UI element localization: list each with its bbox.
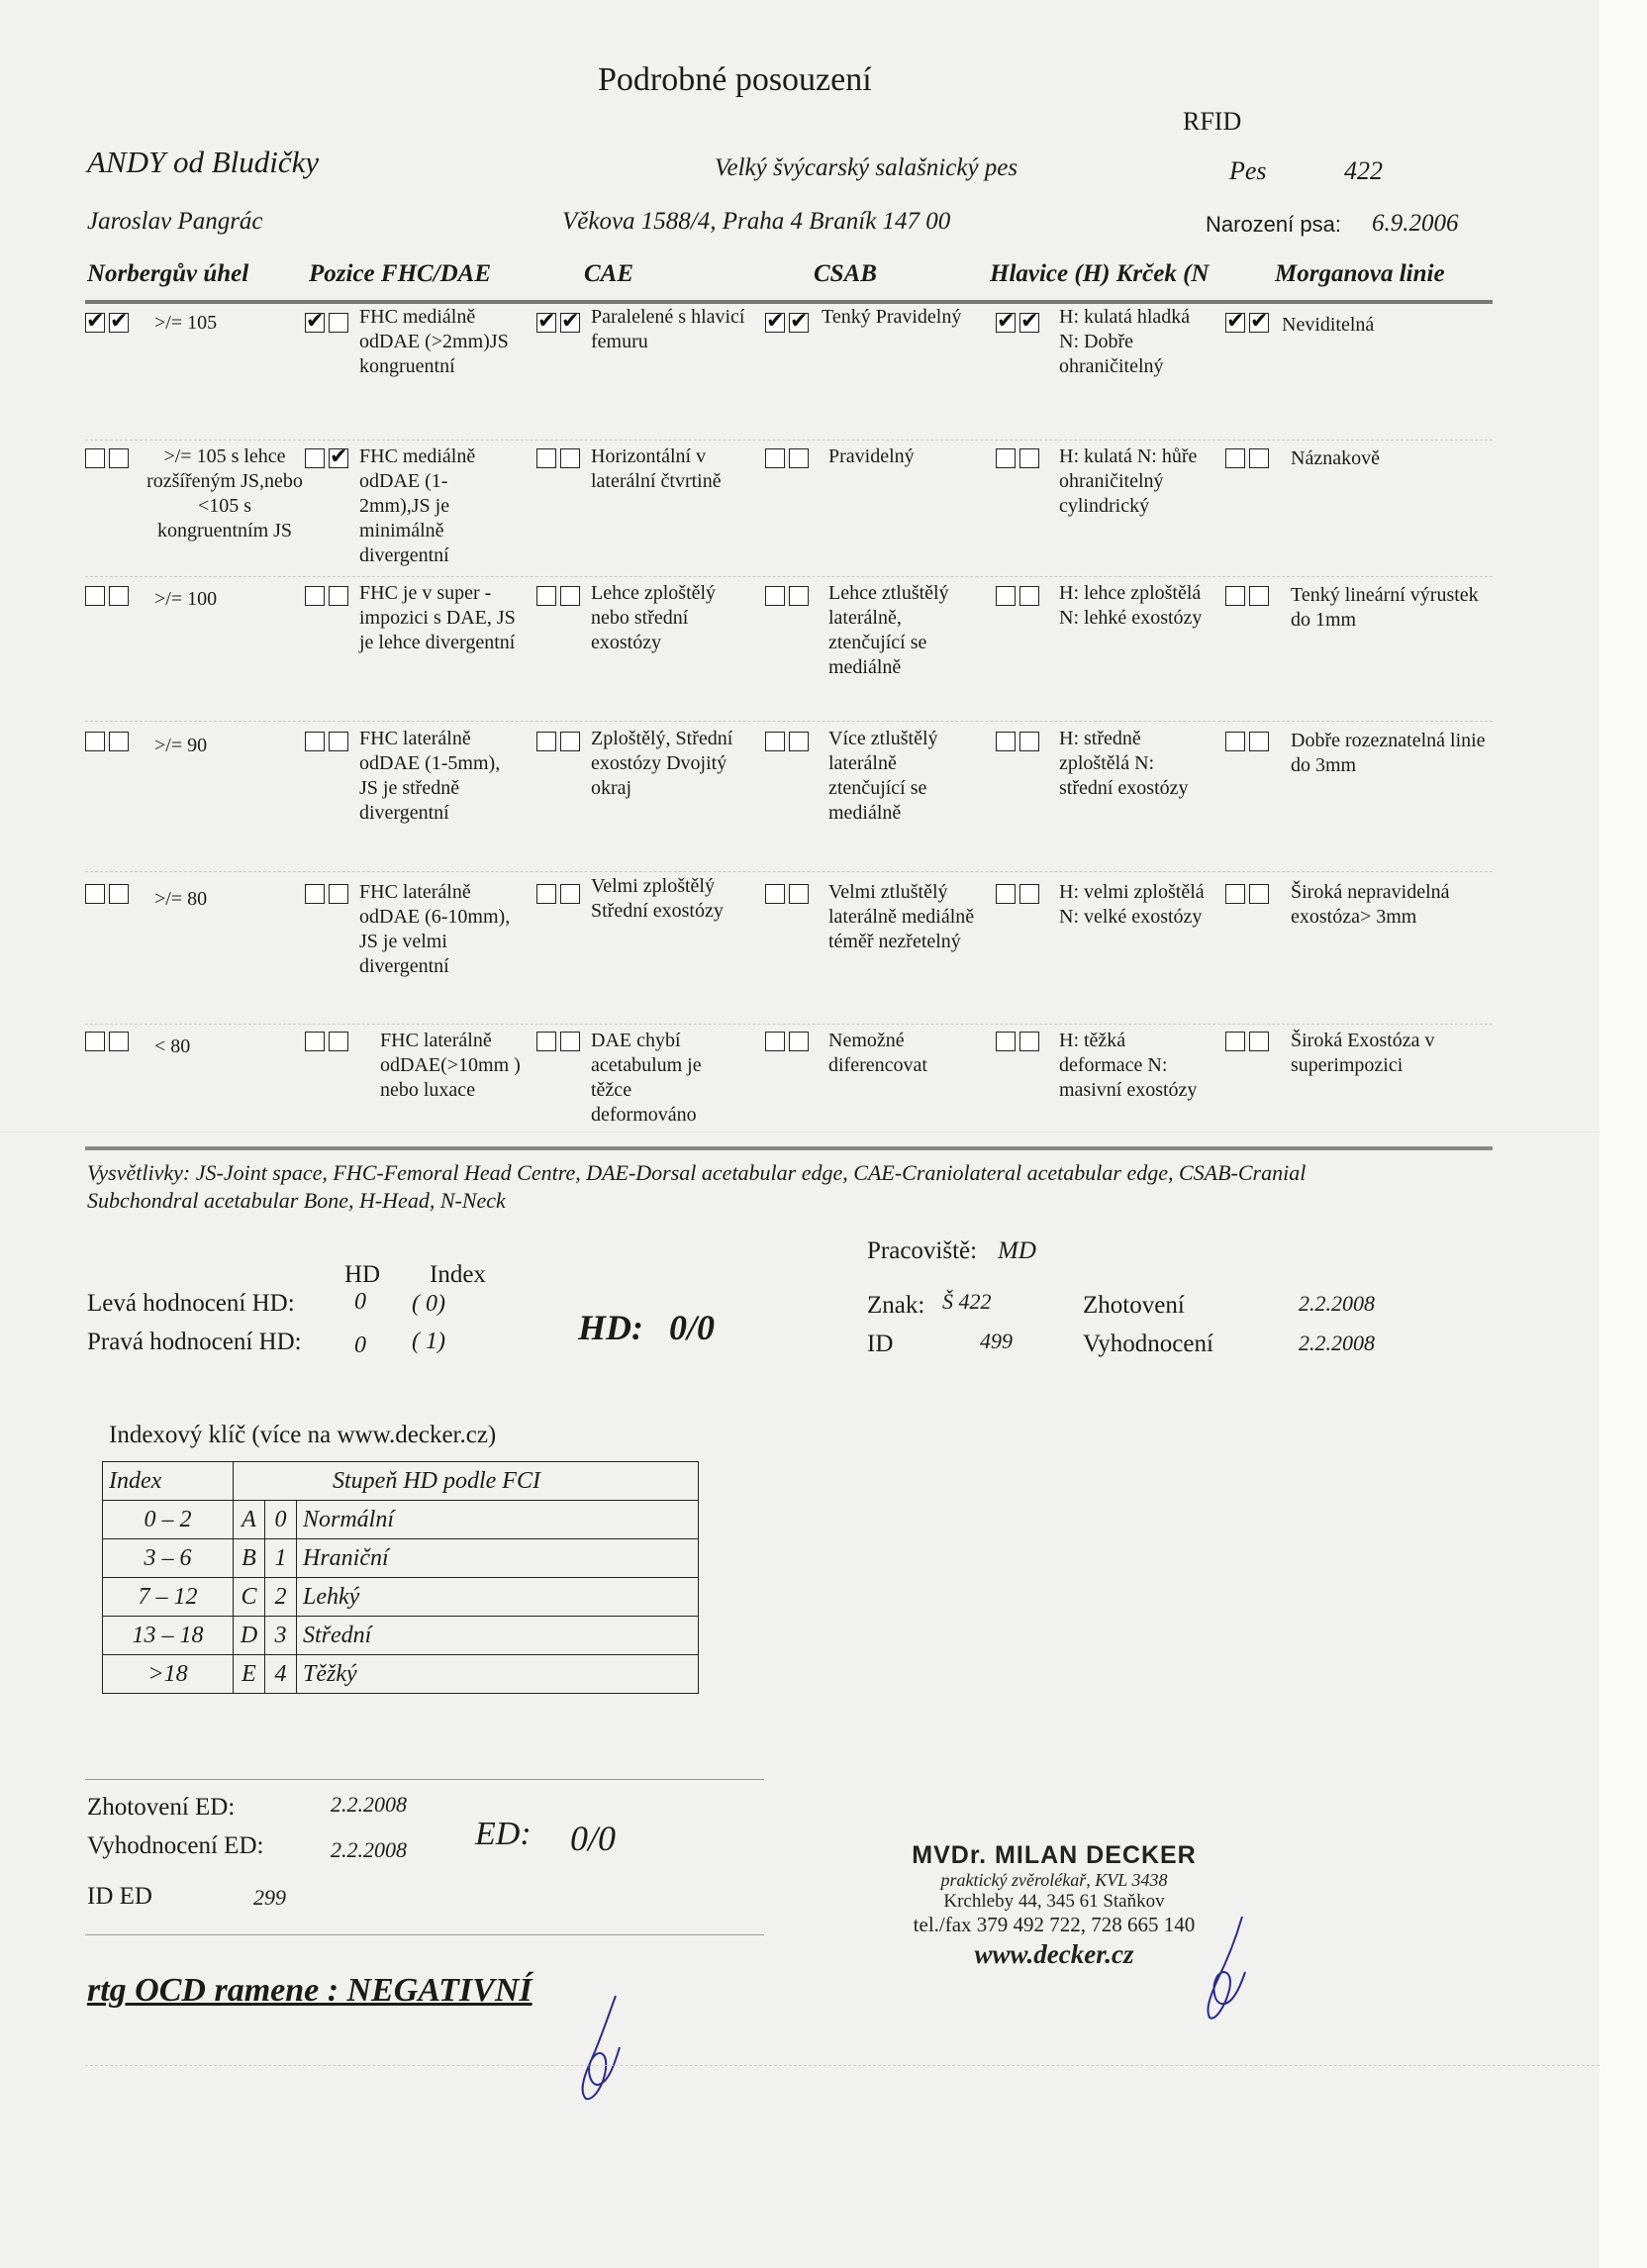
checkbox-right[interactable] bbox=[789, 884, 809, 904]
checkbox-right[interactable] bbox=[560, 586, 580, 606]
index-range: 3 – 6 bbox=[103, 1539, 234, 1578]
checkbox-right[interactable] bbox=[1249, 448, 1269, 468]
row-separator bbox=[85, 721, 1493, 722]
checkbox-right[interactable] bbox=[329, 732, 348, 751]
checkbox-left[interactable] bbox=[765, 586, 785, 606]
checkbox-pair bbox=[996, 732, 1039, 751]
eval-date: 2.2.2008 bbox=[1299, 1331, 1375, 1355]
checkbox-pair bbox=[996, 313, 1039, 333]
index-col-header: Index bbox=[430, 1261, 486, 1288]
ed-made-date: 2.2.2008 bbox=[331, 1792, 407, 1817]
checkbox-right[interactable] bbox=[1019, 884, 1039, 904]
ed-bottom-rule bbox=[85, 1934, 764, 1935]
head-neck-cell: H: kulatá N: hůře ohraničitelný cylindrický bbox=[1059, 445, 1198, 517]
workplace-value: MD bbox=[998, 1237, 1036, 1264]
checkbox-left[interactable] bbox=[765, 313, 785, 333]
head-neck-cell: H: kulatá hladká N: Dobře ohraničitelný bbox=[1059, 306, 1191, 377]
index-key-row bbox=[103, 1655, 699, 1694]
csab-cell: Více ztluštělý laterálně ztenčující se mediálně bbox=[828, 728, 938, 824]
ed-result-label: ED: bbox=[475, 1816, 532, 1852]
signature-stamp bbox=[1188, 1911, 1277, 2029]
index-letter: A bbox=[234, 1501, 265, 1539]
checkbox-left[interactable] bbox=[85, 313, 105, 333]
index-letter: B bbox=[234, 1539, 265, 1578]
index-letter: C bbox=[234, 1578, 265, 1617]
index-key-row bbox=[103, 1501, 699, 1539]
fhc-cell: FHC laterálně odDAE (1-5mm), JS je středně divergentní bbox=[359, 728, 501, 824]
index-key-row bbox=[103, 1578, 699, 1617]
checkbox-pair bbox=[85, 1032, 129, 1051]
right-index-value: ( 1) bbox=[412, 1329, 445, 1354]
checkbox-left[interactable] bbox=[305, 732, 325, 751]
checkbox-left[interactable] bbox=[536, 586, 556, 606]
eval-label: Vyhodnocení bbox=[1083, 1331, 1213, 1357]
dog-name: ANDY od Bludičky bbox=[87, 145, 320, 179]
col-header-csab: CSAB bbox=[814, 260, 877, 287]
stamp-line-1: praktický zvěrolékař, KVL 3438 bbox=[940, 1870, 1168, 1890]
checkbox-left[interactable] bbox=[996, 586, 1016, 606]
checkbox-pair bbox=[85, 448, 129, 468]
csab-cell: Velmi ztluštělý laterálně mediálně téměř nezřetelný bbox=[828, 881, 975, 952]
owner: Jaroslav Pangrác bbox=[87, 208, 263, 235]
checkbox-right[interactable] bbox=[109, 586, 129, 606]
checkbox-left[interactable] bbox=[996, 448, 1016, 468]
stamp-name: MVDr. MILAN DECKER bbox=[912, 1841, 1197, 1869]
csab-cell: Nemožné diferencovat bbox=[828, 1030, 927, 1076]
morgan-cell: Neviditelná bbox=[1282, 314, 1375, 336]
index-range: >18 bbox=[103, 1655, 234, 1694]
index-name: Lehký bbox=[297, 1578, 699, 1617]
head-neck-cell: H: těžká deformace N: masivní exostózy bbox=[1059, 1030, 1198, 1101]
checkbox-right[interactable] bbox=[1019, 732, 1039, 751]
ed-id-value: 299 bbox=[253, 1885, 286, 1910]
checkbox-left[interactable] bbox=[305, 313, 325, 333]
index-key-row bbox=[103, 1539, 699, 1578]
checkbox-pair bbox=[85, 313, 129, 333]
checkbox-left[interactable] bbox=[305, 448, 325, 468]
checkbox-left[interactable] bbox=[1225, 1032, 1245, 1051]
checkbox-right[interactable] bbox=[109, 313, 129, 333]
ed-eval-date: 2.2.2008 bbox=[331, 1837, 407, 1862]
checkbox-left[interactable] bbox=[1225, 884, 1245, 904]
right-hd-label: Pravá hodnocení HD: bbox=[87, 1329, 302, 1355]
csab-cell: Pravidelný bbox=[828, 445, 915, 467]
legend-line-1: Vysvětlivky: JS-Joint space, FHC-Femoral Head Centre, DAE-Dorsal acetabular edge, CAE-Craniolateral acetabular edge, CSAB-Cranial bbox=[87, 1160, 1307, 1185]
row-separator bbox=[85, 576, 1493, 577]
checkbox-left[interactable] bbox=[536, 448, 556, 468]
workplace-label: Pracoviště: bbox=[867, 1237, 978, 1264]
checkbox-pair bbox=[1225, 448, 1269, 468]
cae-cell: DAE chybí acetabulum je těžce deformováno bbox=[591, 1030, 702, 1126]
norberg-cell: >/= 90 bbox=[154, 735, 208, 756]
rfid-label: RFID bbox=[1183, 107, 1242, 136]
checkbox-right[interactable] bbox=[1249, 1032, 1269, 1051]
checkbox-right[interactable] bbox=[1019, 313, 1039, 333]
fhc-cell: FHC laterálně odDAE (6-10mm), JS je velmi divergentní bbox=[359, 881, 511, 977]
index-key-caption: Indexový klíč (více na www.decker.cz) bbox=[109, 1422, 497, 1448]
cae-cell: Paralelené s hlavicí femuru bbox=[591, 306, 745, 352]
fhc-cell: FHC mediálně odDAE (>2mm)JS kongruentní bbox=[359, 306, 509, 377]
checkbox-right[interactable] bbox=[789, 1032, 809, 1051]
fhc-cell: FHC laterálně odDAE(>10mm ) nebo luxace bbox=[380, 1030, 521, 1101]
checkbox-pair bbox=[765, 586, 809, 606]
index-key-head-grade: Stupeň HD podle FCI bbox=[234, 1462, 699, 1501]
morgan-cell: Široká nepravidelná exostóza> 3mm bbox=[1291, 881, 1450, 928]
checkbox-left[interactable] bbox=[85, 732, 105, 751]
morgan-cell: Tenký lineární výrustek do 1mm bbox=[1291, 584, 1479, 631]
hd-result-label: HD: bbox=[578, 1308, 643, 1347]
checkbox-right[interactable] bbox=[109, 732, 129, 751]
checkbox-pair bbox=[305, 1032, 348, 1051]
norberg-cell: >/= 105 s lehce rozšířeným JS,nebo <105 s kongruentním JS bbox=[146, 445, 303, 542]
csab-cell: Tenký Pravidelný bbox=[822, 306, 962, 328]
left-hd-value: 0 bbox=[354, 1289, 366, 1315]
checkbox-right[interactable] bbox=[329, 586, 348, 606]
head-neck-cell: H: lehce zploštělá N: lehké exostózy bbox=[1059, 582, 1203, 629]
checkbox-left[interactable] bbox=[996, 884, 1016, 904]
address: Věkova 1588/4, Praha 4 Braník 147 00 bbox=[562, 208, 951, 235]
checkbox-right[interactable] bbox=[560, 1032, 580, 1051]
checkbox-pair bbox=[1225, 1032, 1269, 1051]
checkbox-right[interactable] bbox=[560, 732, 580, 751]
checkbox-pair bbox=[1225, 313, 1269, 333]
norberg-cell: >/= 80 bbox=[154, 888, 208, 910]
index-range: 7 – 12 bbox=[103, 1578, 234, 1617]
checkbox-pair bbox=[536, 448, 580, 468]
checkbox-right[interactable] bbox=[1019, 448, 1039, 468]
page-title: Podrobné posouzení bbox=[598, 61, 872, 98]
checkbox-right[interactable] bbox=[109, 884, 129, 904]
birth-date: 6.9.2006 bbox=[1372, 210, 1459, 237]
index-key-head-index: Index bbox=[103, 1462, 234, 1501]
norberg-cell: >/= 100 bbox=[154, 588, 218, 610]
checkbox-right[interactable] bbox=[789, 313, 809, 333]
checkbox-right[interactable] bbox=[109, 448, 129, 468]
checkbox-left[interactable] bbox=[765, 1032, 785, 1051]
vet-stamp bbox=[871, 1841, 1237, 1970]
signature-ocd bbox=[564, 1990, 643, 2104]
row-separator bbox=[85, 871, 1493, 872]
checkbox-left[interactable] bbox=[536, 732, 556, 751]
checkbox-right[interactable] bbox=[789, 586, 809, 606]
breed: Velký švýcarský salašnický pes bbox=[715, 154, 1018, 181]
row-separator bbox=[85, 440, 1493, 441]
checkbox-pair bbox=[536, 1032, 580, 1051]
index-letter: D bbox=[234, 1617, 265, 1655]
stamp-line-2: Krchleby 44, 345 61 Staňkov bbox=[943, 1891, 1165, 1912]
checkbox-pair bbox=[765, 884, 809, 904]
checkbox-pair bbox=[765, 448, 809, 468]
made-date: 2.2.2008 bbox=[1299, 1291, 1375, 1316]
checkbox-left[interactable] bbox=[1225, 448, 1245, 468]
checkbox-pair bbox=[996, 586, 1039, 606]
fhc-cell: FHC mediálně odDAE (1-2mm),JS je minimálně divergentní bbox=[359, 445, 476, 566]
header-rule bbox=[85, 300, 1493, 304]
checkbox-pair bbox=[305, 448, 348, 468]
checkbox-right[interactable] bbox=[560, 884, 580, 904]
head-neck-cell: H: velmi zploštělá N: velké exostózy bbox=[1059, 881, 1205, 928]
morgan-cell: Náznakově bbox=[1291, 447, 1380, 469]
checkbox-left[interactable] bbox=[305, 884, 325, 904]
index-range: 0 – 2 bbox=[103, 1501, 234, 1539]
pes-number: 422 bbox=[1344, 156, 1383, 185]
index-range: 13 – 18 bbox=[103, 1617, 234, 1655]
checkbox-right[interactable] bbox=[1249, 586, 1269, 606]
checkbox-left[interactable] bbox=[1225, 732, 1245, 751]
checkbox-left[interactable] bbox=[85, 448, 105, 468]
index-name: Normální bbox=[297, 1501, 699, 1539]
checkbox-pair bbox=[536, 732, 580, 751]
checkbox-pair bbox=[305, 313, 348, 333]
paper-fold bbox=[0, 1132, 1647, 1134]
checkbox-left[interactable] bbox=[536, 884, 556, 904]
checkbox-right[interactable] bbox=[789, 732, 809, 751]
cae-cell: Horizontální v laterální čtvrtině bbox=[591, 445, 722, 492]
checkbox-pair bbox=[1225, 586, 1269, 606]
ed-result-value: 0/0 bbox=[570, 1819, 617, 1858]
checkbox-left[interactable] bbox=[765, 448, 785, 468]
checkbox-left[interactable] bbox=[996, 313, 1016, 333]
col-header-head-neck: Hlavice (H) Krček (N bbox=[990, 260, 1210, 287]
index-num: 1 bbox=[265, 1539, 297, 1578]
checkbox-right[interactable] bbox=[560, 313, 580, 333]
checkbox-left[interactable] bbox=[85, 884, 105, 904]
checkbox-pair bbox=[85, 586, 129, 606]
morgan-cell: Dobře rozeznatelná linie do 3mm bbox=[1291, 730, 1486, 776]
index-name: Střední bbox=[297, 1617, 699, 1655]
cae-cell: Zploštělý, Střední exostózy Dvojitý okraj bbox=[591, 728, 733, 799]
checkbox-pair bbox=[536, 586, 580, 606]
checkbox-right[interactable] bbox=[560, 448, 580, 468]
checkbox-right[interactable] bbox=[109, 1032, 129, 1051]
checkbox-pair bbox=[765, 1032, 809, 1051]
checkbox-right[interactable] bbox=[1249, 884, 1269, 904]
norberg-cell: < 80 bbox=[154, 1035, 191, 1057]
checkbox-right[interactable] bbox=[1019, 586, 1039, 606]
checkbox-left[interactable] bbox=[765, 884, 785, 904]
checkbox-pair bbox=[1225, 732, 1269, 751]
id-label: ID bbox=[867, 1331, 894, 1357]
birth-label: Narození psa: bbox=[1206, 212, 1341, 237]
index-name: Těžký bbox=[297, 1655, 699, 1694]
ed-id-label: ID ED bbox=[87, 1883, 152, 1910]
index-key-row bbox=[103, 1617, 699, 1655]
col-header-fhc: Pozice FHC/DAE bbox=[309, 260, 492, 287]
checkbox-pair bbox=[765, 732, 809, 751]
fhc-cell: FHC je v super - impozici s DAE, JS je lehce divergentní bbox=[359, 582, 516, 653]
norberg-cell: >/= 105 bbox=[154, 312, 218, 334]
stamp-web: www.decker.cz bbox=[974, 1939, 1134, 1969]
csab-cell: Lehce ztluštělý laterálně, ztenčující se mediálně bbox=[828, 582, 949, 678]
znak-label: Znak: bbox=[867, 1292, 925, 1319]
made-label: Zhotovení bbox=[1083, 1292, 1185, 1319]
morgan-cell: Široká Exostóza v superimpozici bbox=[1291, 1030, 1435, 1076]
checkbox-left[interactable] bbox=[536, 1032, 556, 1051]
checkbox-left[interactable] bbox=[1225, 313, 1245, 333]
left-index-value: ( 0) bbox=[412, 1291, 445, 1317]
checkbox-left[interactable] bbox=[996, 1032, 1016, 1051]
checkbox-right[interactable] bbox=[1019, 1032, 1039, 1051]
checkbox-left[interactable] bbox=[85, 1032, 105, 1051]
index-name: Hraniční bbox=[297, 1539, 699, 1578]
checkbox-right[interactable] bbox=[789, 448, 809, 468]
index-num: 2 bbox=[265, 1578, 297, 1617]
checkbox-right[interactable] bbox=[329, 1032, 348, 1051]
page-edge bbox=[1599, 0, 1647, 2268]
stamp-line-3: tel./fax 379 492 722, 728 665 140 bbox=[913, 1913, 1196, 1936]
checkbox-pair bbox=[536, 884, 580, 904]
index-letter: E bbox=[234, 1655, 265, 1694]
checkbox-pair bbox=[996, 1032, 1039, 1051]
index-key-table bbox=[102, 1461, 699, 1694]
ocd-result: rtg OCD ramene : NEGATIVNÍ bbox=[87, 1972, 533, 2009]
row-separator bbox=[85, 1024, 1493, 1025]
col-header-norberg: Norbergův úhel bbox=[87, 260, 249, 287]
cae-cell: Lehce zploštělý nebo střední exostózy bbox=[591, 582, 717, 653]
hd-result-value: 0/0 bbox=[669, 1308, 716, 1347]
checkbox-right[interactable] bbox=[329, 448, 348, 468]
checkbox-pair bbox=[85, 732, 129, 751]
checkbox-pair bbox=[1225, 884, 1269, 904]
ed-made-label: Zhotovení ED: bbox=[87, 1794, 236, 1821]
checkbox-pair bbox=[305, 884, 348, 904]
hd-col-header: HD bbox=[344, 1261, 381, 1288]
checkbox-pair bbox=[305, 732, 348, 751]
checkbox-pair bbox=[765, 313, 809, 333]
bottom-separator bbox=[85, 2065, 1629, 2066]
checkbox-left[interactable] bbox=[536, 313, 556, 333]
znak-value: Š 422 bbox=[942, 1289, 992, 1314]
checkbox-pair bbox=[305, 586, 348, 606]
cae-cell: Velmi zploštělý Střední exostózy bbox=[591, 875, 724, 922]
id-value: 499 bbox=[980, 1329, 1013, 1353]
checkbox-pair bbox=[85, 884, 129, 904]
pes-label: Pes bbox=[1229, 156, 1267, 185]
index-num: 3 bbox=[265, 1617, 297, 1655]
checkbox-right[interactable] bbox=[1249, 313, 1269, 333]
head-neck-cell: H: středně zploštělá N: střední exostózy bbox=[1059, 728, 1189, 799]
col-header-cae: CAE bbox=[584, 260, 634, 287]
left-hd-label: Levá hodnocení HD: bbox=[87, 1290, 295, 1317]
checkbox-left[interactable] bbox=[765, 732, 785, 751]
checkbox-right[interactable] bbox=[1249, 732, 1269, 751]
checkbox-left[interactable] bbox=[1225, 586, 1245, 606]
checkbox-pair bbox=[996, 884, 1039, 904]
col-header-morgan: Morganova linie bbox=[1275, 260, 1445, 287]
checkbox-pair bbox=[536, 313, 580, 333]
checkbox-left[interactable] bbox=[85, 586, 105, 606]
legend-line-2: Subchondral acetabular Bone, H-Head, N-Neck bbox=[87, 1188, 506, 1213]
checkbox-right[interactable] bbox=[329, 884, 348, 904]
right-hd-value: 0 bbox=[354, 1332, 366, 1358]
checkbox-left[interactable] bbox=[305, 586, 325, 606]
checkbox-right[interactable] bbox=[329, 313, 348, 333]
index-num: 0 bbox=[265, 1501, 297, 1539]
index-num: 4 bbox=[265, 1655, 297, 1694]
legend-rule bbox=[85, 1146, 1493, 1150]
checkbox-pair bbox=[996, 448, 1039, 468]
checkbox-left[interactable] bbox=[996, 732, 1016, 751]
ed-eval-label: Vyhodnocení ED: bbox=[87, 1832, 264, 1859]
ed-top-rule bbox=[85, 1779, 764, 1780]
checkbox-left[interactable] bbox=[305, 1032, 325, 1051]
